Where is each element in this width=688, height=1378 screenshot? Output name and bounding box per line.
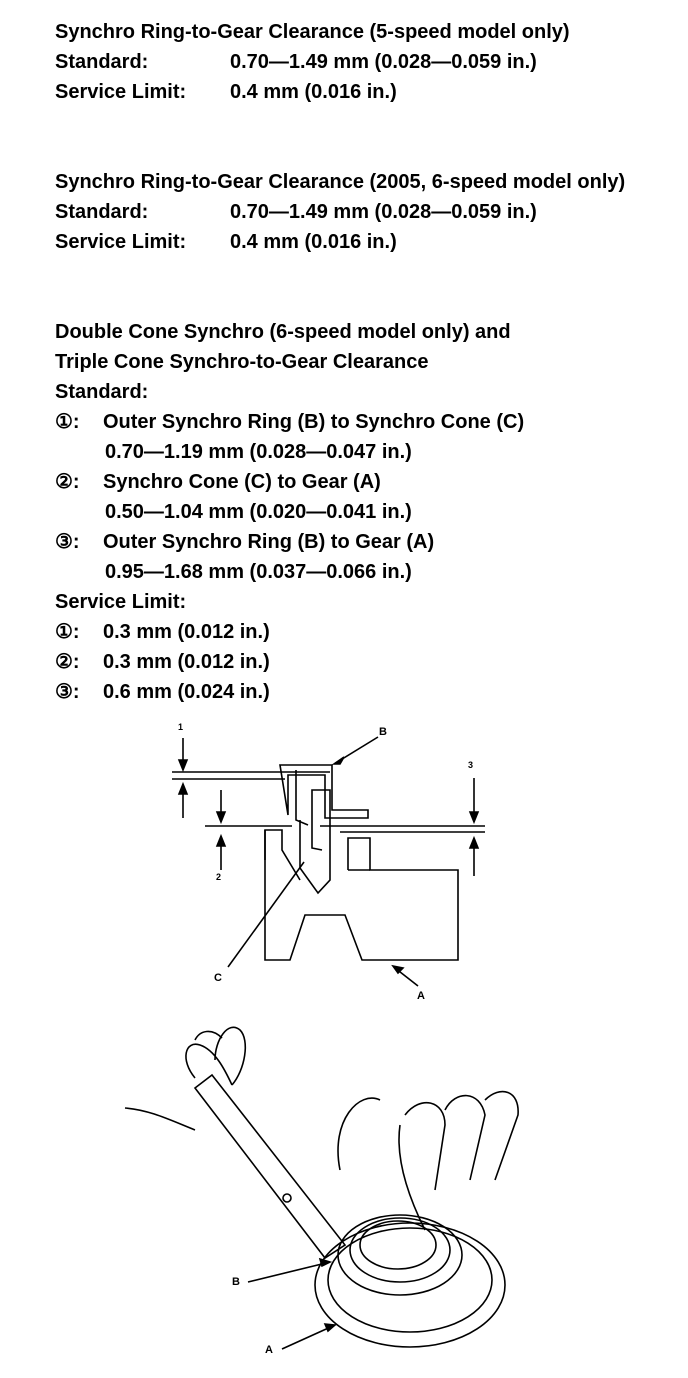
item-desc: Outer Synchro Ring (B) to Gear (A) <box>103 531 435 553</box>
item-value: 0.95—1.68 mm (0.037—0.066 in.) <box>105 561 412 583</box>
label-3: 3 <box>468 760 474 770</box>
service-limit-label: Service Limit: <box>55 81 187 103</box>
standard-value: 0.70—1.49 mm (0.028—0.059 in.) <box>230 201 537 223</box>
label-2: 2 <box>216 872 222 882</box>
section-title: Synchro Ring-to-Gear Clearance (2005, 6-speed model only) <box>55 171 626 193</box>
item-desc: Outer Synchro Ring (B) to Synchro Cone (C) <box>103 411 525 433</box>
standard-label: Standard: <box>55 51 149 73</box>
feeler-gauge <box>195 1075 345 1258</box>
standard-label: Standard: <box>55 201 149 223</box>
section-title-line1: Double Cone Synchro (6-speed model only) and <box>55 321 511 343</box>
service-limit-value: 0.4 mm (0.016 in.) <box>230 81 397 103</box>
limit-value: 0.3 mm (0.012 in.) <box>103 621 270 643</box>
gear-outline <box>315 1223 505 1347</box>
section-title-line2: Triple Cone Synchro-to-Gear Clearance <box>55 351 429 373</box>
service-limit-label: Service Limit: <box>55 231 187 253</box>
service-limit-heading: Service Limit: <box>55 591 187 613</box>
limit-value: 0.3 mm (0.012 in.) <box>103 651 270 673</box>
label-c: C <box>214 972 222 984</box>
item-value: 0.70—1.19 mm (0.028—0.047 in.) <box>105 441 412 463</box>
item-desc: Synchro Cone (C) to Gear (A) <box>103 471 381 493</box>
limit-value: 0.6 mm (0.024 in.) <box>103 681 270 703</box>
service-limit-value: 0.4 mm (0.016 in.) <box>230 231 397 253</box>
label-a: A <box>417 990 425 1002</box>
label-a2: A <box>265 1344 273 1356</box>
item-number: ①: <box>55 621 80 643</box>
item-number: ③: <box>55 531 80 553</box>
item-number: ②: <box>55 651 80 673</box>
label-1: 1 <box>178 722 184 732</box>
item-value: 0.50—1.04 mm (0.020—0.041 in.) <box>105 501 412 523</box>
standard-value: 0.70—1.49 mm (0.028—0.059 in.) <box>230 51 537 73</box>
label-b: B <box>379 726 387 738</box>
section-title: Synchro Ring-to-Gear Clearance (5-speed model only) <box>55 21 570 43</box>
standard-heading: Standard: <box>55 381 149 403</box>
label-b2: B <box>232 1276 240 1288</box>
item-number: ②: <box>55 471 80 493</box>
item-number: ③: <box>55 681 80 703</box>
synchro-ring <box>338 1215 462 1295</box>
item-number: ①: <box>55 411 80 433</box>
